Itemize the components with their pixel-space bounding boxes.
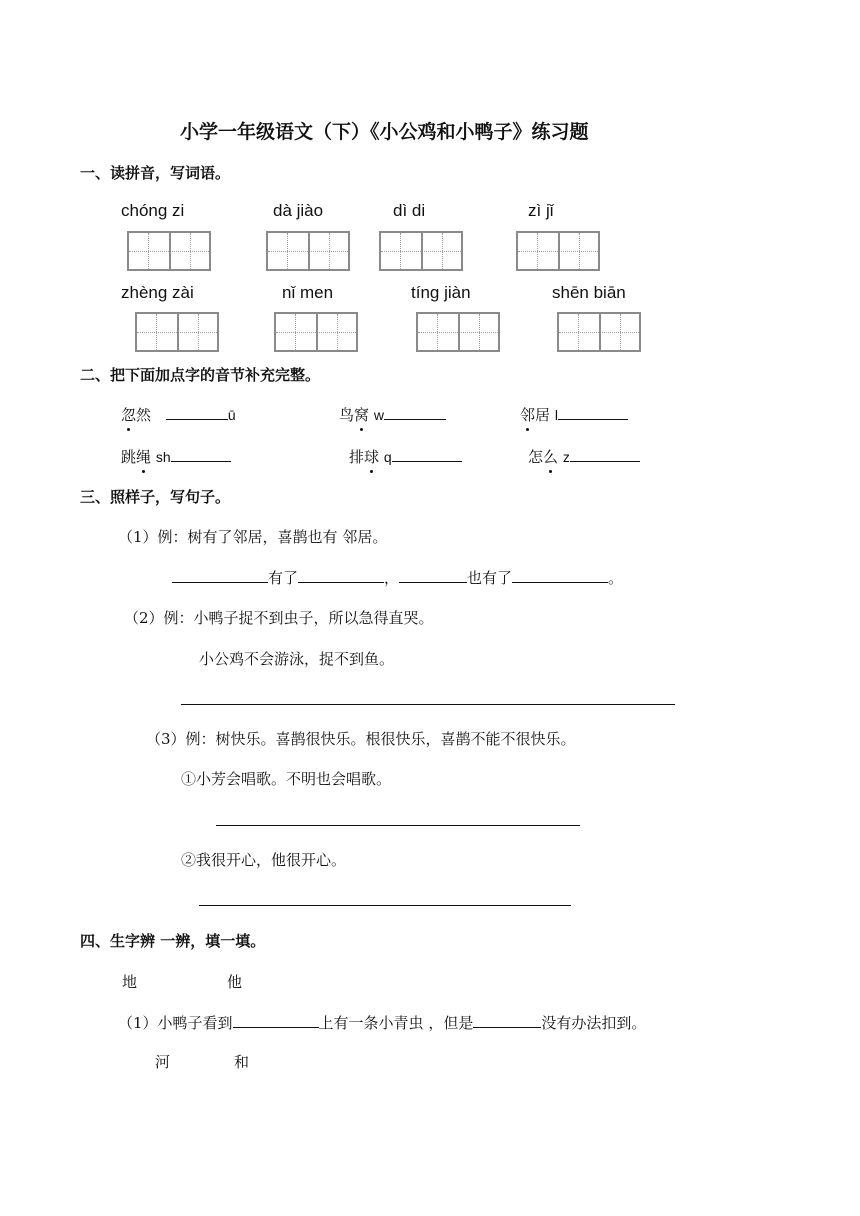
writing-grid-2[interactable] <box>266 231 350 271</box>
writing-grid-5[interactable] <box>135 312 219 352</box>
syllable-prefix: l <box>554 407 558 423</box>
fill-sentence-1 <box>172 567 623 588</box>
answer-line-2[interactable] <box>181 704 675 705</box>
fill-period: 。 <box>608 569 624 587</box>
word-rest: 然 <box>136 406 152 424</box>
answer-blank[interactable] <box>558 405 628 420</box>
writing-grid-8[interactable] <box>557 312 641 352</box>
dotted-char: 忽 <box>121 406 137 424</box>
answer-blank[interactable] <box>298 568 384 583</box>
pinyin-7: tíng jiàn <box>411 283 471 302</box>
answer-blank[interactable] <box>570 447 640 462</box>
pinyin-3: dì di <box>393 201 426 220</box>
pinyin-1: chóng zi <box>121 201 185 220</box>
syllable-item-5 <box>349 446 462 467</box>
q1-part-a: （1）小鸭子看到 <box>118 1014 233 1032</box>
syllable-item-1 <box>121 404 236 425</box>
page-title: 小学一年级语文（下）《小公鸡和小鸭子》练习题 <box>180 121 589 143</box>
word-pre: 鸟 <box>339 406 355 424</box>
answer-blank[interactable] <box>384 405 446 420</box>
example-3: （3）例：树快乐。喜鹊很快乐。根很快乐，喜鹊不能不很快乐。 <box>146 730 576 748</box>
example-2-prompt: 小公鸡不会游泳，捉不到鱼。 <box>199 650 395 668</box>
example-2: （2）例：小鸭子捉不到虫子，所以急得直哭。 <box>124 609 434 627</box>
answer-blank[interactable] <box>172 568 268 583</box>
pinyin-8: shēn biān <box>552 283 626 302</box>
answer-line-3a[interactable] <box>216 825 580 826</box>
q1-part-b: 上有一条小青虫 ，但是 <box>318 1014 474 1032</box>
writing-grid-7[interactable] <box>416 312 500 352</box>
fill-comma: ， <box>384 569 400 587</box>
writing-grid-4[interactable] <box>516 231 600 271</box>
char-pair-2-a: 河 <box>155 1053 171 1071</box>
dotted-char: 绳 <box>136 448 152 466</box>
pinyin-4: zì jǐ <box>528 201 554 220</box>
word-pre: 跳 <box>121 448 137 466</box>
word-rest: 居 <box>535 406 551 424</box>
question-1 <box>118 1012 646 1033</box>
syllable-item-4 <box>121 446 231 467</box>
pinyin-6: nǐ men <box>282 283 334 302</box>
char-pair-1-a: 地 <box>122 973 138 991</box>
example-1: （1）例：树有了邻居，喜鹊也有 邻居。 <box>118 528 388 546</box>
answer-blank[interactable] <box>392 447 462 462</box>
answer-blank[interactable] <box>171 447 231 462</box>
char-pair-2-b: 和 <box>234 1053 250 1071</box>
section-1-heading: 一、读拼音，写词语。 <box>80 164 231 182</box>
syllable-prefix: sh <box>155 449 171 465</box>
section-2-heading: 二、把下面加点字的音节补充完整。 <box>80 366 321 384</box>
example-3-a: ①小芳会唱歌。不明也会唱歌。 <box>181 770 392 788</box>
writing-grid-1[interactable] <box>127 231 211 271</box>
writing-grid-3[interactable] <box>379 231 463 271</box>
pinyin-5: zhèng zài <box>121 283 194 302</box>
fill-word-a: 有了 <box>268 569 299 587</box>
syllable-item-2 <box>339 404 446 425</box>
syllable-suffix: ū <box>227 407 236 423</box>
answer-blank[interactable] <box>233 1013 319 1028</box>
pinyin-2: dà jiào <box>273 201 324 220</box>
answer-line-3b[interactable] <box>199 905 571 906</box>
writing-grid-6[interactable] <box>274 312 358 352</box>
dotted-char: 邻 <box>520 406 536 424</box>
fill-word-c: 也有了 <box>467 569 513 587</box>
syllable-prefix: q <box>383 449 392 465</box>
answer-blank[interactable] <box>473 1013 541 1028</box>
char-pair-1-b: 他 <box>227 973 243 991</box>
answer-blank[interactable] <box>399 568 467 583</box>
syllable-item-6 <box>528 446 640 467</box>
dotted-char: 么 <box>543 448 559 466</box>
answer-blank[interactable] <box>166 405 228 420</box>
dotted-char: 球 <box>364 448 380 466</box>
section-3-heading: 三、照样子，写句子。 <box>80 488 231 506</box>
q1-part-c: 没有办法扣到。 <box>541 1014 647 1032</box>
word-pre: 怎 <box>528 448 544 466</box>
syllable-prefix: w <box>373 407 384 423</box>
syllable-prefix: z <box>562 449 570 465</box>
example-3-b: ②我很开心，他很开心。 <box>181 851 347 869</box>
section-4-heading: 四、生字辨 一辨，填一填。 <box>80 932 266 950</box>
dotted-char: 窝 <box>354 406 370 424</box>
answer-blank[interactable] <box>512 568 608 583</box>
word-pre: 排 <box>349 448 365 466</box>
syllable-item-3 <box>520 404 628 425</box>
